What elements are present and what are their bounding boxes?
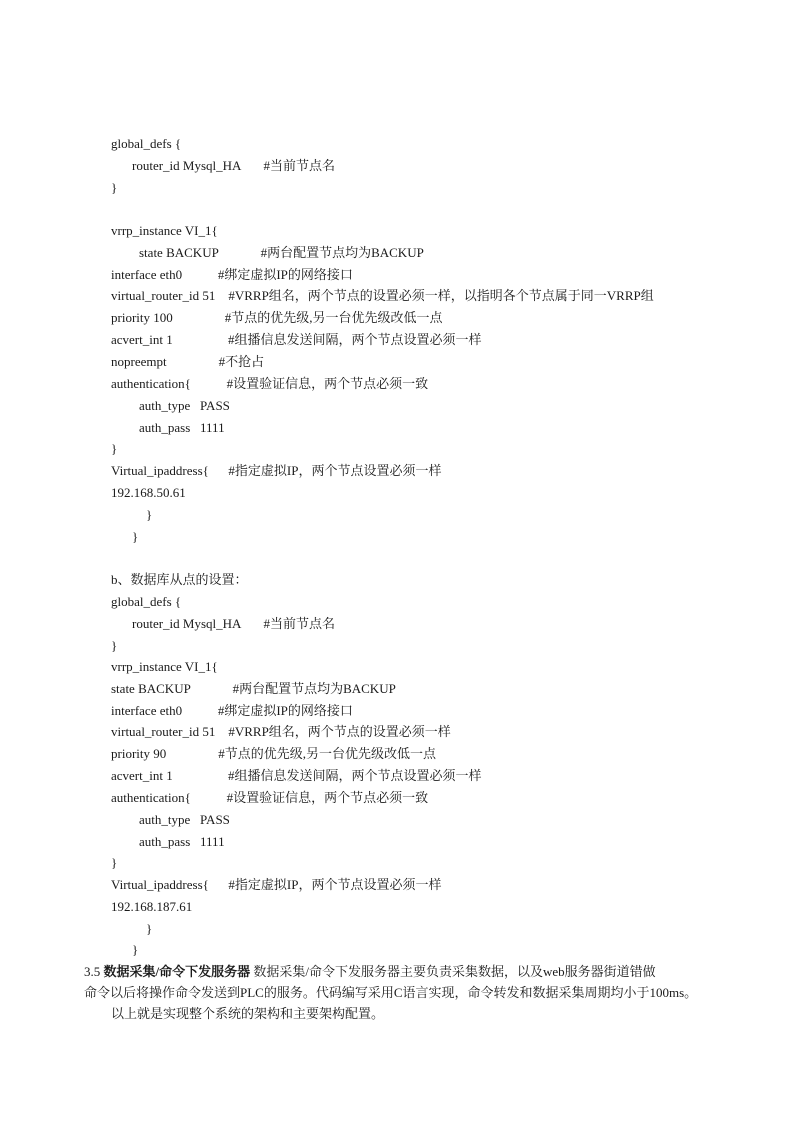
section-3-5-line1 xyxy=(84,964,656,980)
master-priority-line: priority 100 #节点的优先级,另一台优先级改低一点 xyxy=(111,310,443,325)
slave-authentication-open: authentication{ #设置验证信息，两个节点必须一致 xyxy=(111,790,429,805)
slave-vrrp-instance-open: vrrp_instance VI_1{ xyxy=(111,659,218,674)
slave-interface-line: interface eth0 #绑定虚拟IP的网络接口 xyxy=(111,703,353,718)
slave-priority-line: priority 90 #节点的优先级,另一台优先级改低一点 xyxy=(111,746,436,761)
slave-virtual-ipaddress-close: } xyxy=(146,921,153,936)
master-virtual-router-id-line: virtual_router_id 51 #VRRP组名，两个节点的设置必须一样，以指明各个节点属于同一VRRP组 xyxy=(111,288,654,303)
slave-virtual-ipaddress-open: Virtual_ipaddress{ #指定虚拟IP，两个节点设置必须一样 xyxy=(111,877,442,892)
master-auth-pass-line: auth_pass 1111 xyxy=(139,420,225,435)
section-number: 3.5 xyxy=(84,964,101,979)
master-advert-int-line: acvert_int 1 #组播信息发送间隔，两个节点设置必须一样 xyxy=(111,332,482,347)
slave-state-line: state BACKUP #两台配置节点均为BACKUP xyxy=(111,681,396,696)
section-body-line1: 数据采集/命令下发服务器主要负责采集数据，以及web服务器街道错做 xyxy=(253,964,656,979)
slave-auth-pass-line: auth_pass 1111 xyxy=(139,834,225,849)
section-body-line2: 命令以后将操作命令发送到PLC的服务。代码编写采用C语言实现，命令转发和数据采集周期均小于100ms。 xyxy=(84,985,698,1000)
slave-heading: b、数据库从点的设置： xyxy=(111,572,248,587)
section-title: 数据采集/命令下发服务器 xyxy=(103,964,251,979)
master-vrrp-instance-close: } xyxy=(132,529,139,544)
slave-global-defs-open: global_defs { xyxy=(111,594,182,609)
master-vrrp-instance-open: vrrp_instance VI_1{ xyxy=(111,223,218,238)
master-interface-line: interface eth0 #绑定虚拟IP的网络接口 xyxy=(111,267,353,282)
master-state-line: state BACKUP #两台配置节点均为BACKUP xyxy=(139,245,424,260)
master-nopreempt-line: nopreempt #不抢占 xyxy=(111,354,265,369)
master-virtual-ipaddress-close: } xyxy=(146,507,153,522)
slave-vrrp-instance-close: } xyxy=(132,942,139,957)
slave-virtual-router-id-line: virtual_router_id 51 #VRRP组名，两个节点的设置必须一样 xyxy=(111,724,451,739)
master-global-defs-close: } xyxy=(111,180,118,195)
slave-advert-int-line: acvert_int 1 #组播信息发送间隔，两个节点设置必须一样 xyxy=(111,768,482,783)
master-virtual-ipaddress-open: Virtual_ipaddress{ #指定虚拟IP，两个节点设置必须一样 xyxy=(111,463,442,478)
slave-global-defs-close: } xyxy=(111,638,118,653)
slave-ip-address: 192.168.187.61 xyxy=(111,899,193,914)
master-ip-address: 192.168.50.61 xyxy=(111,485,186,500)
master-router-id-line: router_id Mysql_HA #当前节点名 xyxy=(132,158,335,173)
master-global-defs-open: global_defs { xyxy=(111,136,182,151)
master-authentication-open: authentication{ #设置验证信息，两个节点必须一致 xyxy=(111,376,429,391)
slave-authentication-close: } xyxy=(111,855,118,870)
master-auth-type-line: auth_type PASS xyxy=(139,398,230,413)
master-authentication-close: } xyxy=(111,441,118,456)
slave-router-id-line: router_id Mysql_HA #当前节点名 xyxy=(132,616,335,631)
closing-paragraph: 以上就是实现整个系统的架构和主要架构配置。 xyxy=(111,1006,385,1021)
slave-auth-type-line: auth_type PASS xyxy=(139,812,230,827)
